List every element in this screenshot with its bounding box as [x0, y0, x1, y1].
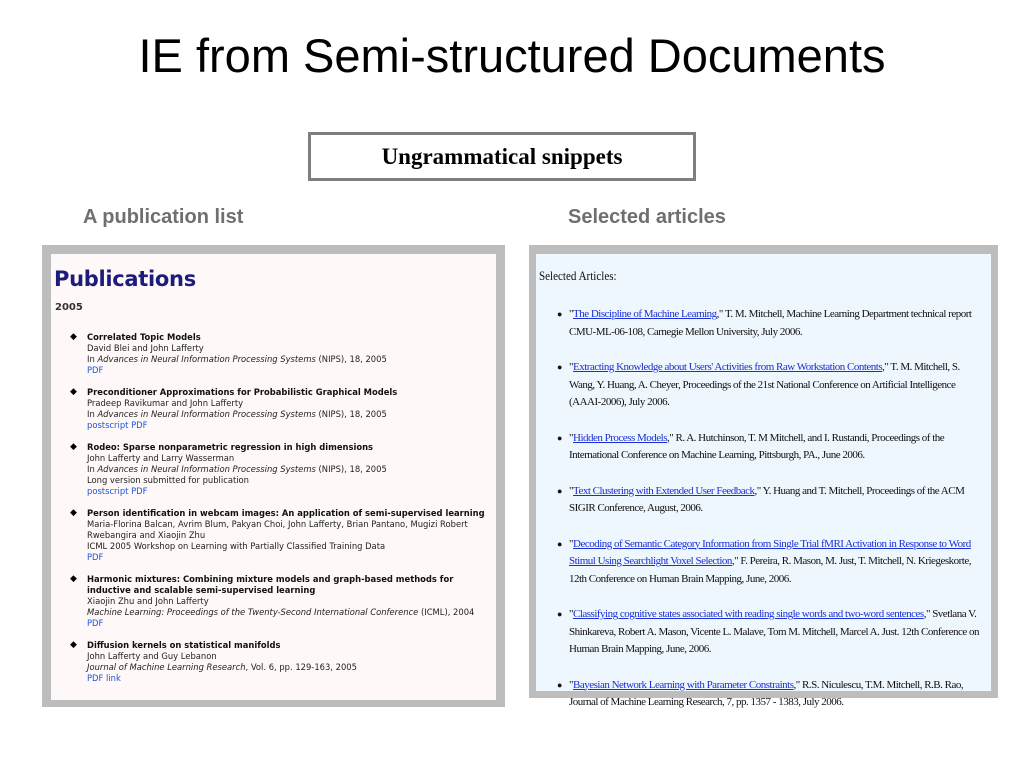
publication-authors: David Blei and John Lafferty — [87, 343, 204, 353]
publication-item — [70, 332, 492, 376]
publications-heading: Publications — [54, 267, 196, 291]
publication-download-links[interactable]: PDF link — [87, 673, 121, 683]
article-title-link[interactable]: Bayesian Network Learning with Parameter Constraints — [573, 678, 794, 691]
publication-venue: In Advances in Neural Information Processing Systems (NIPS), 18, 2005 — [87, 464, 387, 474]
bullet-icon: ● — [557, 485, 562, 496]
publication-list-page — [51, 254, 496, 700]
article-title-link[interactable]: Extracting Knowledge about Users' Activities from Raw Workstation Contents — [573, 361, 883, 373]
article-item: ● "Extracting Knowledge about Users' Activities from Raw Workstation Contents," T. M. Mitchell, S. Wang, Y. Huang, A. Cheyer, Proceedings of the 21st National Conference on Artificial Intelligence (AAAI-2006), July 2006. — [557, 361, 960, 408]
publication-title: Correlated Topic Models — [87, 332, 201, 342]
article-citation: ," T. M. Mitchell, S. Wang, Y. Huang, A. Cheyer, Proceedings of the 21st National Conference on Artificial Intelligence (AAAI-2006), July 2006. — [569, 361, 960, 408]
article-title-link[interactable]: Text Clustering with Extended User Feedback — [573, 484, 755, 497]
article-item: ● "The Discipline of Machine Learning," T. M. Mitchell, Machine Learning Department technical report CMU-ML-06-108, Carnegie Mellon University, July 2006. — [557, 308, 972, 338]
publication-authors: John Lafferty and Larry Wasserman — [87, 453, 235, 463]
bullet-icon: ◆ — [70, 442, 77, 452]
publication-venue: Machine Learning: Proceedings of the Twenty-Second International Conference (ICML), 2004 — [87, 607, 475, 617]
bullet-icon: ◆ — [70, 332, 77, 342]
publication-venue: In Advances in Neural Information Processing Systems (NIPS), 18, 2005 — [87, 354, 387, 364]
article-item: ● "Classifying cognitive states associated with reading single words and two-word sentences," Svetlana V. Shinkareva, Robert A. Mason, Vicente L. Malave, Tom M. Mitchell, Marcel A. Just. 12th Conference on Human Brain Mapping, June, 2006. — [557, 608, 979, 655]
article-citation: ," T. M. Mitchell, Machine Learning Department technical report CMU-ML-06-108, Carnegie Mellon University, July 2006. — [569, 308, 972, 338]
publication-download-links[interactable]: postscript PDF — [87, 486, 148, 496]
publication-pdf-link[interactable]: PDF — [87, 552, 104, 562]
publication-item — [70, 442, 492, 497]
publication-item — [70, 387, 492, 431]
publication-list-caption: A publication list — [83, 206, 244, 228]
publication-venue: In Advances in Neural Information Processing Systems (NIPS), 18, 2005 — [87, 409, 387, 419]
selected-articles-heading: Selected Articles: — [539, 268, 617, 283]
article-item: ● "Hidden Process Models," R. A. Hutchinson, T. M Mitchell, and I. Rustandi, Proceedings of the International Conference on Machine Learning, Pittsburgh, PA., June 2006. — [557, 431, 945, 461]
publication-venue: Journal of Machine Learning Research, Vol. 6, pp. 129-163, 2005 — [87, 662, 357, 672]
publication-item — [70, 640, 492, 684]
publication-authors: John Lafferty and Guy Lebanon — [87, 651, 217, 661]
publication-authors: Xiaojin Zhu and John Lafferty — [87, 596, 209, 606]
article-title-link[interactable]: The Discipline of Machine Learning — [573, 308, 717, 320]
selected-articles-page — [536, 254, 991, 708]
publication-title: Rodeo: Sparse nonparametric regression in high dimensions — [87, 442, 374, 452]
publication-authors: Maria-Florina Balcan, Avrim Blum, Pakyan Choi, John Lafferty, Brian Pantano, Mugizi Robert Rwebangira and Xiaojin Zhu — [87, 519, 468, 540]
article-title-link[interactable]: Decoding of Semantic Category Information from Single Trial fMRI Activation in Response to Word Stimul Using Searchlight Voxel Selection — [569, 537, 971, 567]
bullet-icon: ◆ — [70, 574, 77, 584]
bullet-icon: ● — [557, 309, 562, 319]
publication-item — [70, 574, 492, 629]
slide-title: IE from Semi-structured Documents — [138, 29, 886, 82]
publication-authors: Pradeep Ravikumar and John Lafferty — [87, 398, 244, 408]
publication-download-links[interactable]: postscript PDF — [87, 420, 148, 430]
article-item: ● "Decoding of Semantic Category Information from Single Trial fMRI Activation in Response to Word Stimul Using Searchlight Voxel Selection," F. Pereira, R. Mason, M. Just, T. Mitchell, N. Kriegeskorte, 12th Conference on Human Brain Mapping, June, 2006. — [557, 537, 971, 585]
bullet-icon: ● — [557, 538, 562, 549]
publication-venue: ICML 2005 Workshop on Learning with Partially Classified Training Data — [87, 541, 386, 551]
selected-articles-caption: Selected articles — [568, 206, 726, 228]
bullet-icon: ◆ — [70, 640, 77, 650]
publication-title: Person identification in webcam images: An application of semi-supervised learning — [87, 508, 485, 518]
article-citation: ," R.S. Niculescu, T.M. Mitchell, R.B. Rao, Journal of Machine Learning Research, 7, pp. 1357 - 1383, July 2006. — [569, 678, 964, 708]
article-list — [557, 306, 985, 730]
publication-list — [70, 332, 492, 695]
article-citation: ," F. Pereira, R. Mason, M. Just, T. Mitchell, N. Kriegeskorte, 12th Conference on Human Brain Mapping, June, 2006. — [569, 555, 971, 585]
publication-title: Harmonic mixtures: Combining mixture models and graph-based methods for inductive and scalable semi-supervised learning — [87, 574, 454, 595]
article-item: ● "Text Clustering with Extended User Feedback," Y. Huang and T. Mitchell, Proceedings of the ACM SIGIR Conference, August, 2006. — [557, 484, 965, 514]
bullet-icon: ◆ — [70, 387, 77, 397]
publication-list-panel — [42, 245, 505, 707]
bullet-icon: ◆ — [70, 508, 77, 518]
bullet-icon: ● — [557, 679, 562, 690]
publication-title: Preconditioner Approximations for Probabilistic Graphical Models — [87, 387, 398, 397]
publication-title: Diffusion kernels on statistical manifolds — [87, 640, 281, 650]
article-title-link[interactable]: Classifying cognitive states associated with reading single words and two-word sentences — [573, 608, 924, 620]
article-citation: ," Svetlana V. Shinkareva, Robert A. Mason, Vicente L. Malave, Tom M. Mitchell, Marcel A. Just. 12th Conference on Human Brain Mapping, June, 2006. — [569, 608, 979, 655]
publication-item — [70, 508, 492, 563]
article-title-link[interactable]: Hidden Process Models — [573, 431, 667, 444]
publication-pdf-link[interactable]: PDF — [87, 365, 104, 375]
bullet-icon: ● — [557, 609, 562, 619]
bullet-icon: ● — [557, 362, 562, 372]
ungrammatical-snippets-box: Ungrammatical snippets — [308, 132, 696, 181]
article-citation: ," R. A. Hutchinson, T. M Mitchell, and I. Rustandi, Proceedings of the International Conference on Machine Learning, Pittsburgh, PA., June 2006. — [569, 431, 945, 461]
bullet-icon: ● — [557, 432, 562, 443]
article-item: ● "Bayesian Network Learning with Parameter Constraints," R.S. Niculescu, T.M. Mitchell, R.B. Rao, Journal of Machine Learning Research, 7, pp. 1357 - 1383, July 2006. — [557, 678, 964, 708]
publication-note: Long version submitted for publication — [87, 475, 249, 485]
publications-year: 2005 — [55, 302, 83, 313]
selected-articles-panel — [529, 245, 998, 708]
publication-pdf-link[interactable]: PDF — [87, 618, 104, 628]
article-citation: ," Y. Huang and T. Mitchell, Proceedings of the ACM SIGIR Conference, August, 2006. — [569, 484, 965, 514]
